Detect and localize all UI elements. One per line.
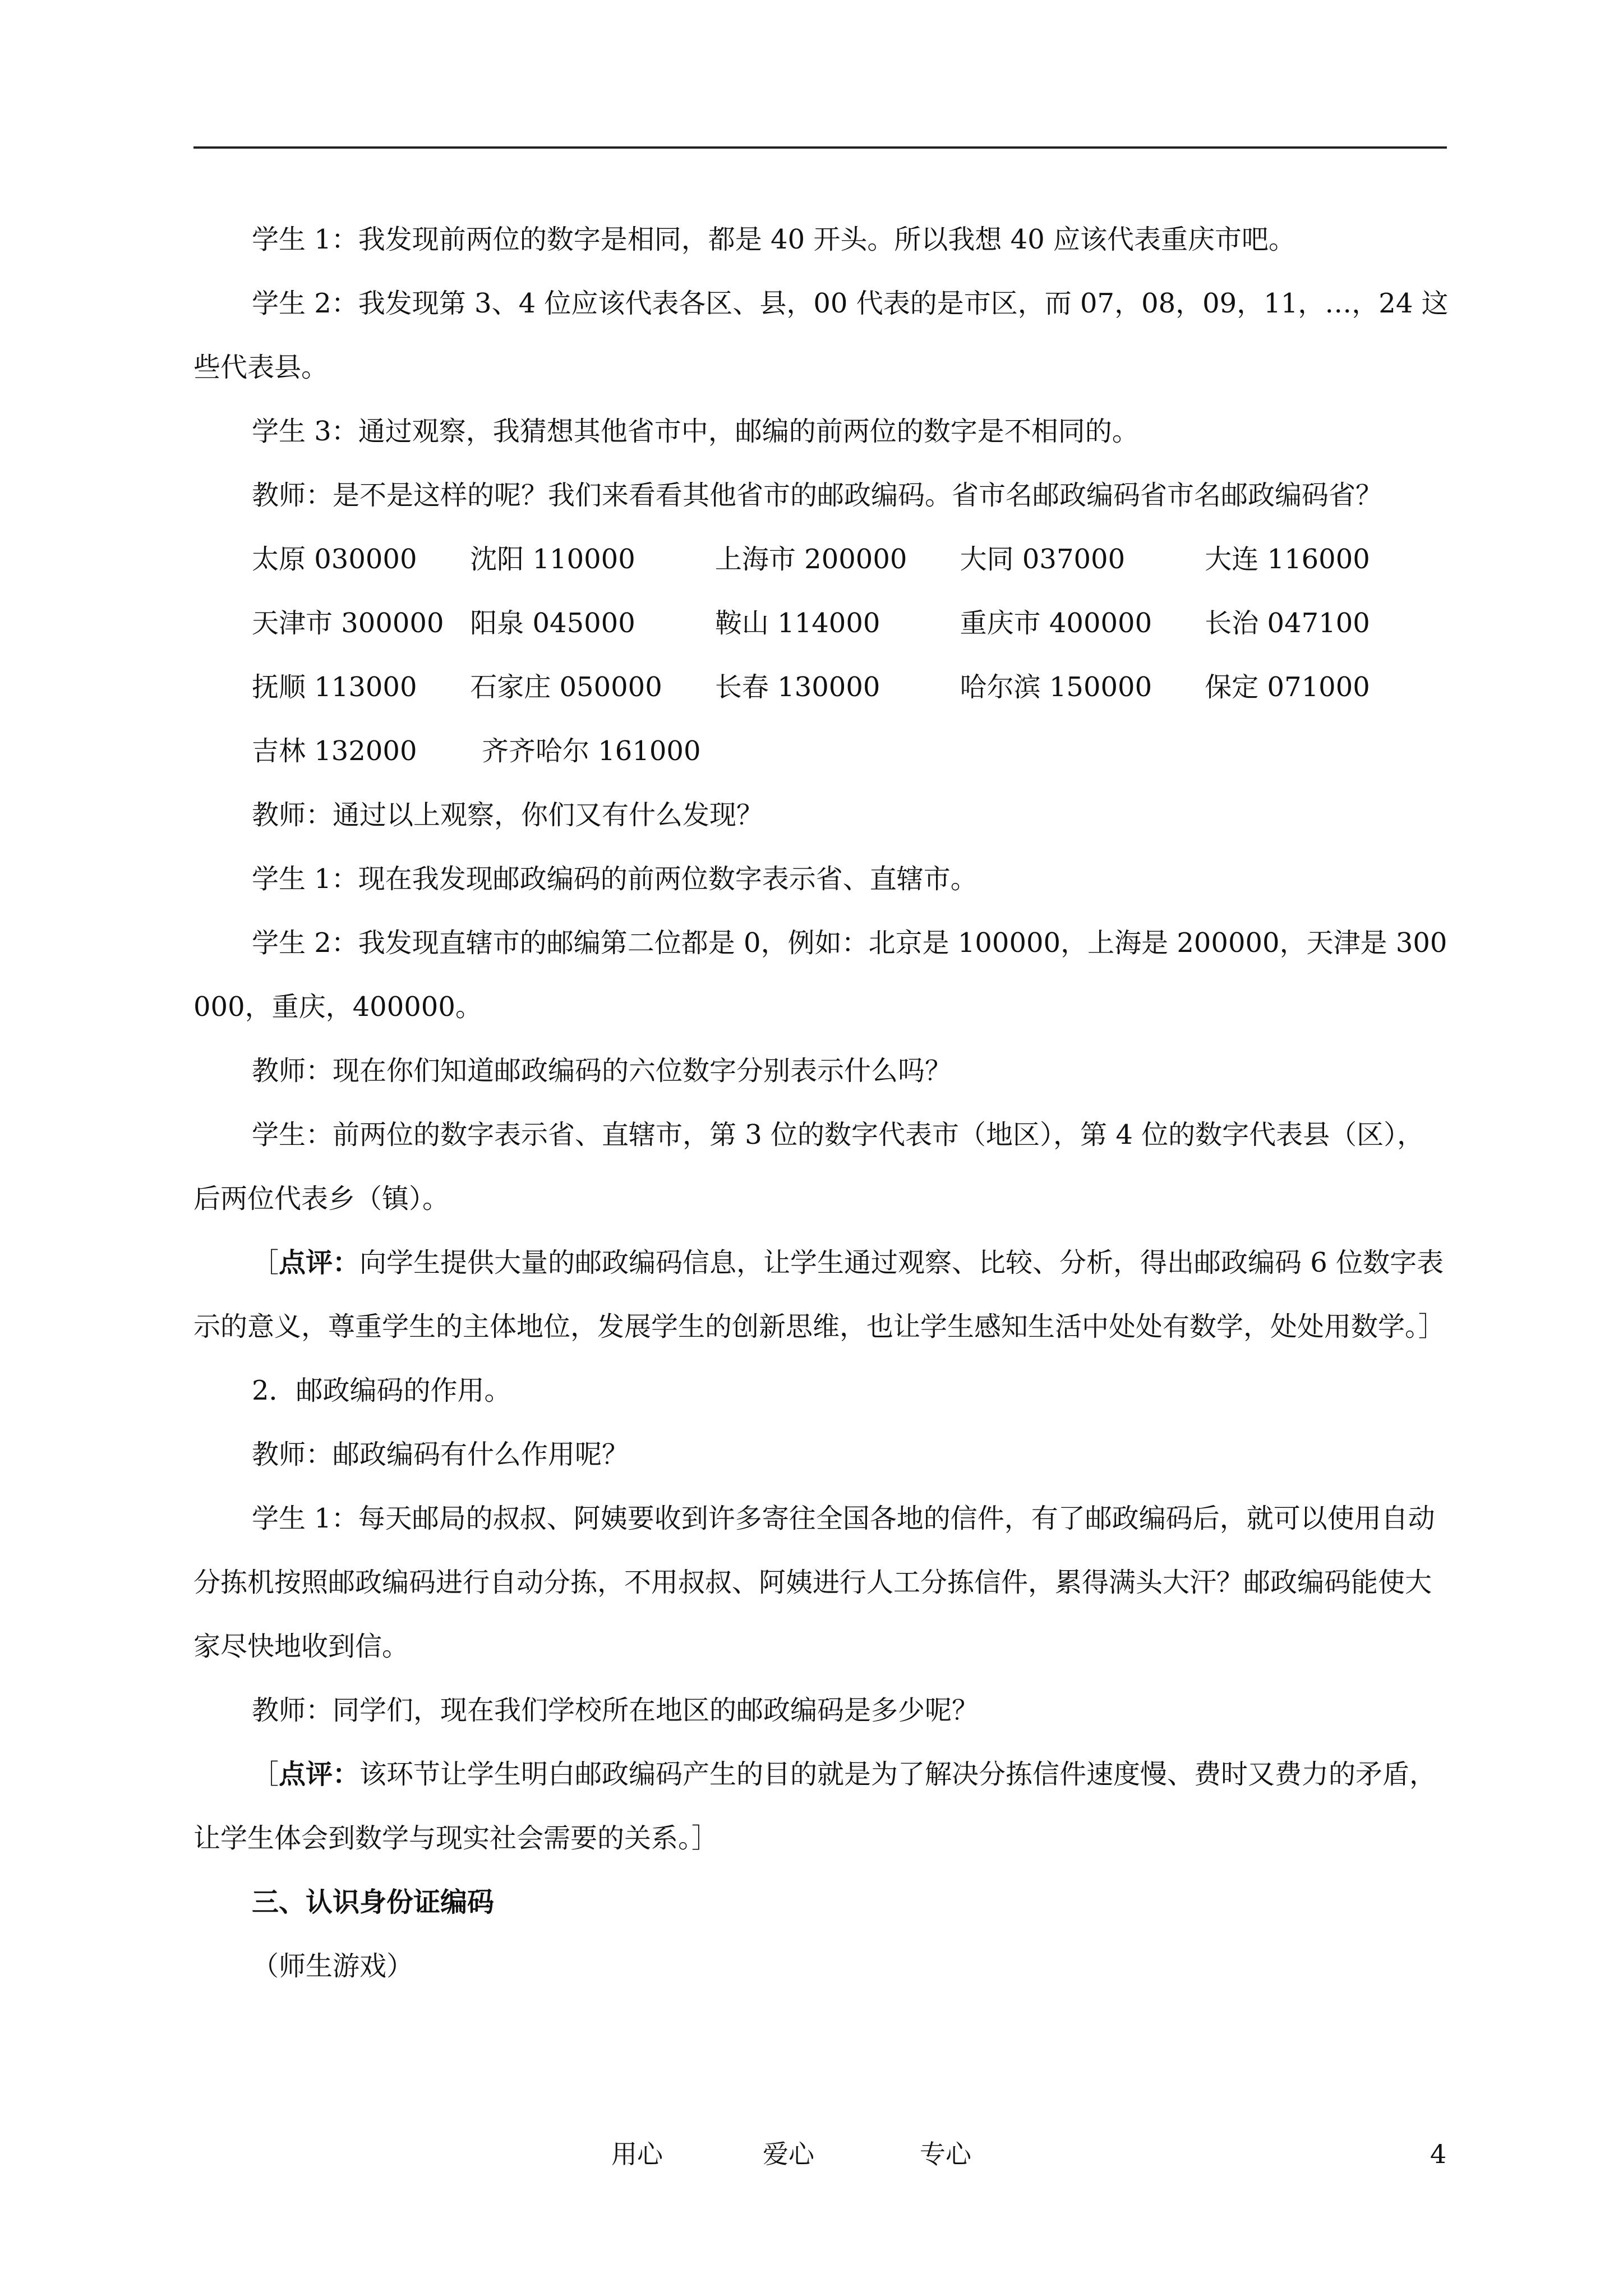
postcode-entry: 重庆市 400000 (960, 608, 1152, 639)
comment-label: 点评： (279, 1247, 360, 1278)
header-rule (193, 146, 1447, 149)
paragraph: 学生 1：我发现前两位的数字是相同，都是 40 开头。所以我想 40 应该代表重庆市吧。 (252, 224, 1295, 255)
paragraph: 学生 1：每天邮局的叔叔、阿姨要收到许多寄往全国各地的信件，有了邮政编码后，就可以使用自动分拣机按照邮政编码进行自动分拣，不用叔叔、阿姨进行人工分拣信件，累得满头大汗？邮政编码能使大家尽快地收到信。 (193, 1503, 1435, 1662)
postcode-entry: 天津市 300000 (252, 608, 444, 639)
postcode-entry: 大连 116000 (1205, 544, 1370, 575)
paragraph: 学生 3：通过观察，我猜想其他省市中，邮编的前两位的数字是不相同的。 (252, 416, 1139, 447)
comment-paragraph (193, 1742, 1450, 1870)
postcode-row (193, 655, 1450, 719)
postcode-table (193, 527, 1450, 783)
postcode-entry: 吉林 132000 (252, 735, 417, 767)
postcode-entry: 哈尔滨 150000 (960, 671, 1152, 703)
comment-open-bracket: ［ (252, 1759, 279, 1790)
paragraph: 学生 1：现在我发现邮政编码的前两位数字表示省、直辖市。 (252, 863, 978, 895)
postcode-row (193, 591, 1450, 655)
postcode-entry: 鞍山 114000 (714, 608, 880, 639)
section-heading: 三、认识身份证编码 (252, 1887, 495, 1918)
paragraph: 教师：是不是这样的呢？我们来看看其他省市的邮政编码。省市名邮政编码省市名邮政编码省？ (252, 480, 1383, 511)
paragraph: 学生：前两位的数字表示省、直辖市，第 3 位的数字代表市（地区），第 4 位的数字代表县（区），后两位代表乡（镇）。 (193, 1119, 1424, 1214)
postcode-entry: 太原 030000 (252, 544, 417, 575)
comment-paragraph (193, 1231, 1450, 1359)
paragraph: 教师：通过以上观察，你们又有什么发现？ (252, 799, 764, 831)
postcode-entry: 大同 037000 (960, 544, 1126, 575)
paragraph: 教师：同学们，现在我们学校所在地区的邮政编码是多少呢？ (252, 1695, 979, 1726)
comment-label: 点评： (279, 1759, 360, 1790)
footer-motto: 爱心 (763, 2139, 814, 2169)
paragraph: 学生 2：我发现直辖市的邮编第二位都是 0，例如：北京是 100000，上海是 200000，天津是 300000，重庆，400000。 (193, 927, 1447, 1023)
postcode-entry: 抚顺 113000 (252, 671, 417, 703)
postcode-entry: 阳泉 045000 (470, 608, 635, 639)
paragraph: 学生 2：我发现第 3、4 位应该代表各区、县，00 代表的是市区，而 07，08，09，11，…，24 这些代表县。 (193, 288, 1449, 383)
postcode-entry: 长治 047100 (1205, 608, 1370, 639)
postcode-entry: 上海市 200000 (714, 544, 907, 575)
page-number: 4 (1430, 2139, 1447, 2169)
postcode-entry: 长春 130000 (714, 671, 880, 703)
footer-motto: 用心 (611, 2139, 663, 2169)
document-body (193, 208, 1450, 1998)
paragraph: 教师：现在你们知道邮政编码的六位数字分别表示什么吗？ (252, 1055, 952, 1087)
comment-open-bracket: ［ (252, 1247, 279, 1278)
postcode-entry: 沈阳 110000 (470, 544, 635, 575)
comment-text: 该环节让学生明白邮政编码产生的目的就是为了解决分拣信件速度慢、费时又费力的矛盾，让学生体会到数学与现实社会需要的关系。］ (193, 1759, 1437, 1854)
postcode-entry: 保定 071000 (1205, 671, 1370, 703)
postcode-entry: 石家庄 050000 (470, 671, 662, 703)
postcode-entry: 齐齐哈尔 161000 (482, 735, 701, 767)
paragraph: 教师：邮政编码有什么作用呢？ (252, 1439, 629, 1470)
postcode-row (193, 719, 1450, 783)
paragraph: （师生游戏） (252, 1950, 414, 1982)
footer-motto: 专心 (920, 2139, 971, 2169)
postcode-row (193, 527, 1450, 591)
paragraph: 2．邮政编码的作用。 (252, 1375, 511, 1406)
comment-text: 向学生提供大量的邮政编码信息，让学生通过观察、比较、分析，得出邮政编码 6 位数字表示的意义，尊重学生的主体地位，发展学生的创新思维，也让学生感知生活中处处有数学，处处用数学。］ (193, 1247, 1446, 1342)
